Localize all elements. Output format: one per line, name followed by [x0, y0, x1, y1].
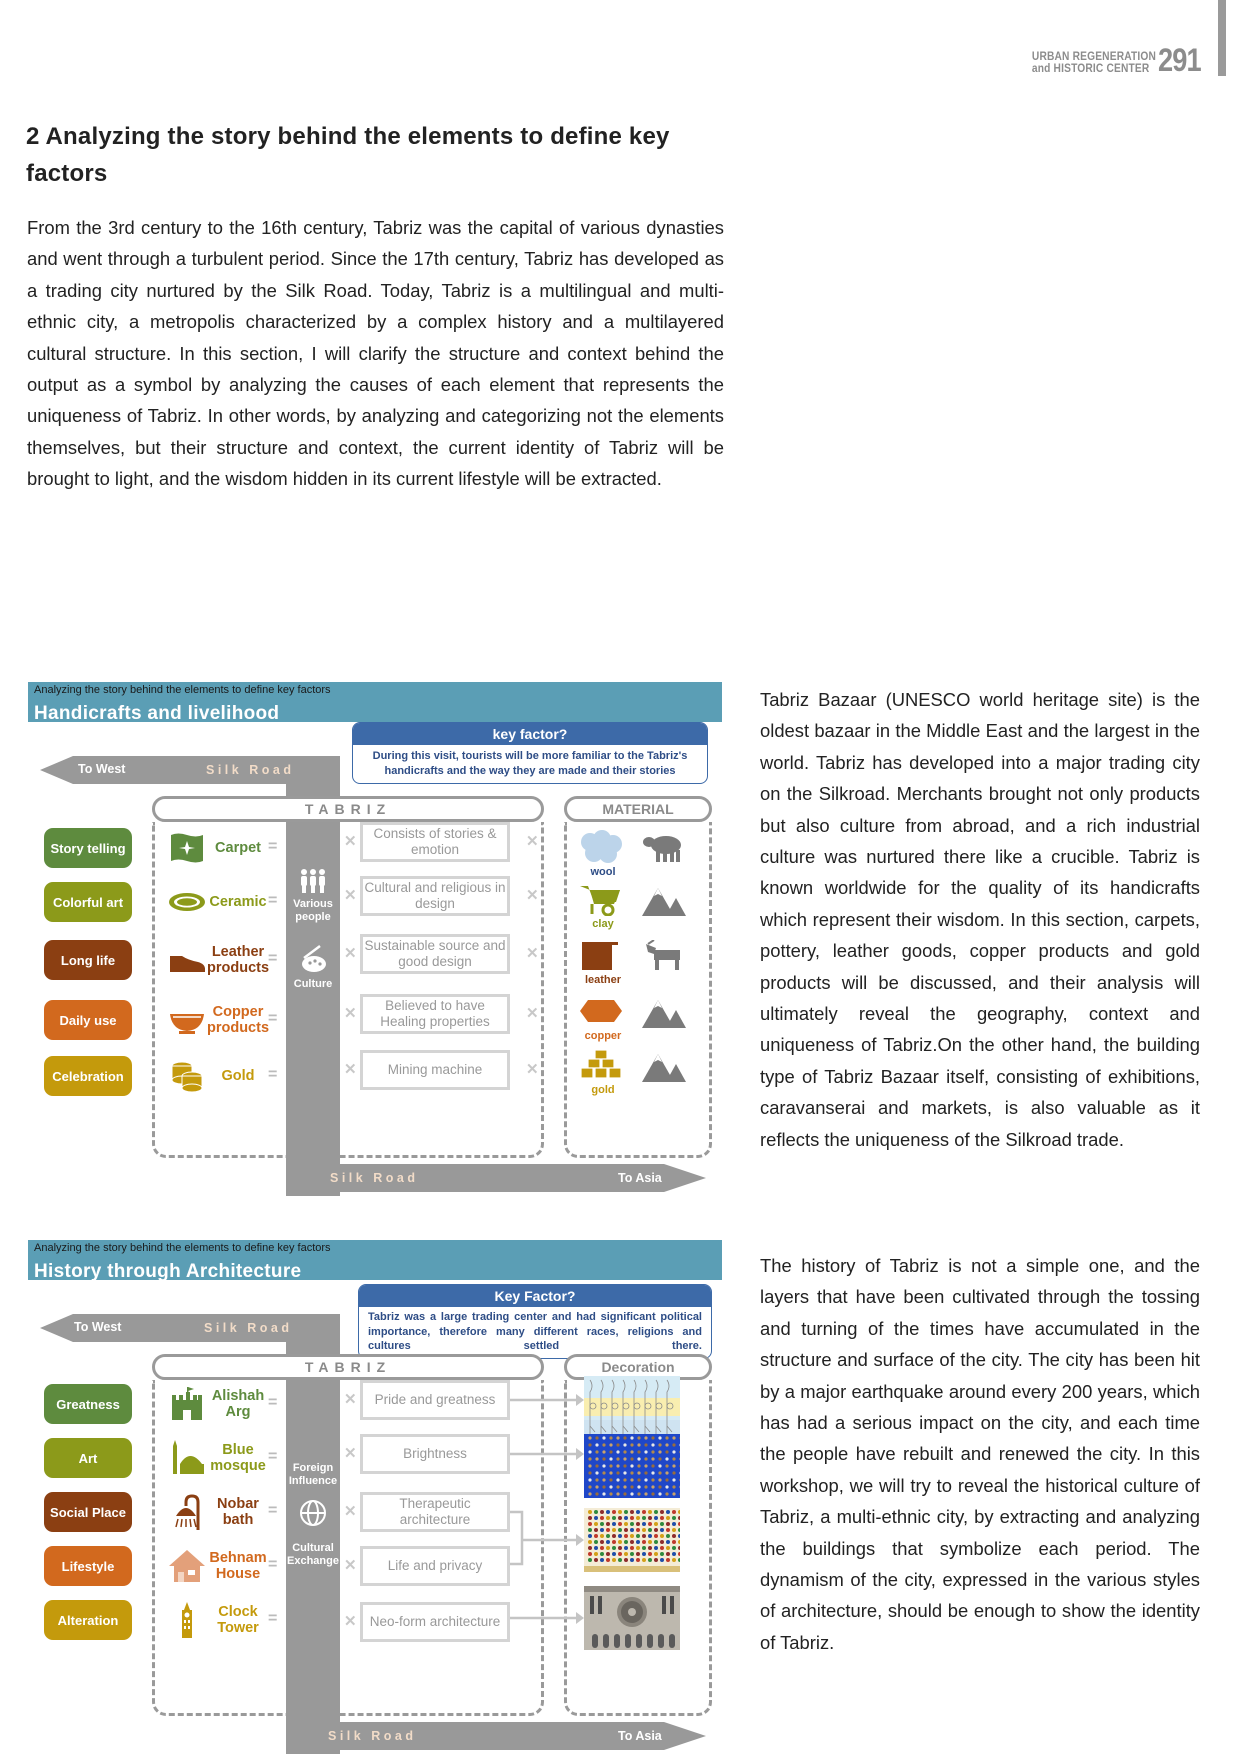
- various-people-text: Various people: [293, 898, 333, 923]
- diagram-banner: [28, 1240, 722, 1280]
- landmark-item: [164, 1382, 284, 1426]
- to-west-label: To West: [74, 1320, 122, 1334]
- material-name: clay: [592, 918, 614, 930]
- running-title: [1031, 50, 1155, 74]
- mountain-icon: [642, 884, 686, 916]
- handicraft-name: Copper products: [206, 1004, 270, 1036]
- handicraft-name: Gold: [221, 1068, 255, 1084]
- banner-subtitle: Analyzing the story behind the elements to define key factors: [34, 684, 331, 696]
- handicraft-name: Leather products: [207, 944, 270, 976]
- foreign-influence-text: Foreign Influence: [288, 1462, 338, 1487]
- to-asia-label: To Asia: [618, 1729, 662, 1743]
- coins-icon: [168, 1058, 206, 1094]
- mosque-icon: [168, 1440, 206, 1476]
- tile-pattern-image: [584, 1376, 680, 1440]
- multiply-icon: ✕: [344, 833, 357, 850]
- silk-road-label: Silk Road: [204, 1321, 293, 1335]
- multiply-icon: ✕: [344, 945, 357, 962]
- key-factor-box: [358, 1284, 712, 1359]
- equals-sign: =: [268, 1556, 278, 1573]
- to-asia-label: To Asia: [618, 1171, 662, 1185]
- equals-sign: =: [268, 1502, 278, 1519]
- tabriz-group-frame: [152, 822, 544, 1158]
- page-edge-bar: [1218, 0, 1226, 76]
- diagram-banner: [28, 682, 722, 722]
- key-factor-cell: Mining machine: [360, 1050, 510, 1090]
- handicraft-item: [164, 826, 284, 870]
- multiply-icon: ✕: [526, 833, 539, 850]
- equals-sign: =: [268, 1066, 278, 1083]
- to-west-label: To West: [78, 762, 126, 776]
- various-people-note: [286, 868, 340, 924]
- wheelbarrow-icon: [578, 882, 624, 916]
- equals-sign: =: [268, 1394, 278, 1411]
- silk-road-label-bottom: Silk Road: [330, 1171, 419, 1185]
- blue-mosaic-image: [584, 1434, 680, 1498]
- globe-icon: [298, 1498, 328, 1528]
- landmark-item: [164, 1598, 284, 1642]
- equals-sign: =: [268, 1010, 278, 1027]
- material-entry: [570, 828, 706, 880]
- floral-mosaic-image: [584, 1508, 680, 1572]
- material-entry: [570, 880, 706, 932]
- multiply-icon: ✕: [344, 1503, 357, 1520]
- key-factor-cell: Neo-form architecture: [360, 1602, 510, 1642]
- foreign-influence-note: [286, 1462, 340, 1568]
- multiply-icon: ✕: [344, 887, 357, 904]
- key-factor-cell: Believed to have Healing properties: [360, 994, 510, 1034]
- landmark-name: Alishah Arg: [211, 1388, 265, 1420]
- tabriz-label: TABRIZ: [152, 1354, 544, 1380]
- value-tag: Lifestyle: [44, 1546, 132, 1586]
- banner-title: Handicrafts and livelihood: [34, 703, 280, 722]
- goat-icon: [642, 940, 686, 972]
- culture-note: [286, 944, 340, 991]
- value-tag: Celebration: [44, 1056, 132, 1096]
- decoration-label: Decoration: [564, 1354, 712, 1380]
- multiply-icon: ✕: [526, 1061, 539, 1078]
- key-factor-cell: Consists of stories & emotion: [360, 822, 510, 862]
- history-paragraph: The history of Tabriz is not a simple one, and the layers that have been cultivated through the tossing and turning of the times have accumulated in the structure and surface of the city. The city has been hit by a major earthquake around every 200 years, which has had a serious impact on the city, and each time the people have rebuilt and renewed the city. In this workshop, we will try to reveal the historical culture of Tabriz, a multi-ethnic city, by extracting and analyzing the buildings that symbolize each period. The dynamism of the city, expressed in the various styles of architecture, should be enough to show the identity of Tabriz.: [760, 1255, 1200, 1653]
- multiply-icon: ✕: [526, 887, 539, 904]
- value-tag: Story telling: [44, 828, 132, 868]
- ceramic-plate-icon: [168, 884, 206, 920]
- equals-sign: =: [268, 1610, 278, 1627]
- key-factor-cell: Brightness: [360, 1434, 510, 1474]
- value-tag: Daily use: [44, 1000, 132, 1040]
- running-title-line2: and HISTORIC CENTER: [1031, 61, 1149, 75]
- culture-text: Culture: [293, 978, 333, 990]
- material-entry: [570, 936, 706, 988]
- multiply-icon: ✕: [344, 1445, 357, 1462]
- bazaar-paragraph: Tabriz Bazaar (UNESCO world heritage site) is the oldest bazaar in the Middle East and the largest in the world. Tabriz has developed into a major trading city on the Silkroad. Merchants brought not only products but also culture from abroad, and a rich industrial culture was nurtured there like a crucible. Tabriz is known worldwide for the quality of its handicrafts which represent their wisdom. In this section, carpets, pottery, leather goods, copper products and gold products will be discussed, and their analysis will ultimately reveal the geography, context and uniqueness of Tabriz.On the other hand, the building type of Tabriz Bazaar itself, consisting of exhibitions, caravanserai and markets, is also valuable as it reflects the uniqueness of the Silkroad trade.: [760, 689, 1200, 1150]
- material-name: gold: [591, 1084, 615, 1096]
- material-entry: [570, 1046, 706, 1098]
- handicraft-item: [164, 998, 284, 1042]
- value-tag: Social Place: [44, 1492, 132, 1532]
- material-name: wool: [590, 866, 616, 878]
- key-factor-text: During this visit, tourists will be more familiar to the Tabriz's handicrafts and the way they are made and their stories: [372, 750, 688, 777]
- landmark-item: [164, 1544, 284, 1588]
- material-name: leather: [584, 974, 622, 986]
- material-label: MATERIAL: [564, 796, 712, 822]
- leather-hide-icon: [578, 938, 624, 972]
- value-tag: Colorful art: [44, 882, 132, 922]
- section-heading: 2 Analyzing the story behind the elements to define key factors: [26, 123, 670, 187]
- carpet-icon: [168, 830, 206, 866]
- intro-paragraph: From the 3rd century to the 16th century, Tabriz was the capital of various dynasties and went through a turbulent period. Since the 17th century, Tabriz has developed as a trading city nurtured by the Silk Road. Today, Tabriz is a multilingual and multi-ethnic city, a metropolis characterized by a complex history and a multilayered cultural structure. In this section, I will clarify the structure and context behind the output as a symbol by analyzing the causes of each element that represents the uniqueness of Tabriz. In other words, by analyzing and categorizing not the elements themselves, but their structure and context, the current identity of Tabriz will be brought to light, and the wisdom hidden in its current lifestyle will be extracted.: [27, 217, 724, 490]
- mountain-icon: [642, 996, 686, 1028]
- handicraft-item: [164, 1054, 284, 1098]
- material-name: copper: [584, 1030, 622, 1042]
- value-tag: Long life: [44, 940, 132, 980]
- landmark-item: [164, 1436, 284, 1480]
- equals-sign: =: [268, 892, 278, 909]
- key-factor-cell: Pride and greatness: [360, 1380, 510, 1420]
- key-factor-box: [352, 722, 708, 784]
- tabriz-label: TABRIZ: [152, 796, 544, 822]
- banner-subtitle: Analyzing the story behind the elements to define key factors: [34, 1242, 331, 1254]
- multiply-icon: ✕: [344, 1061, 357, 1078]
- wool-cloud-icon: [578, 830, 624, 864]
- mountain-icon: [642, 1050, 686, 1082]
- clock-tower-icon: [168, 1602, 206, 1638]
- multiply-icon: ✕: [526, 1005, 539, 1022]
- landmark-name: Behnam House: [209, 1550, 267, 1582]
- running-head: [1010, 42, 1208, 78]
- value-tag: Alteration: [44, 1600, 132, 1640]
- copper-ingot-icon: [578, 994, 624, 1028]
- multiply-icon: ✕: [344, 1005, 357, 1022]
- silk-road-label-bottom: Silk Road: [328, 1729, 417, 1743]
- key-factor-cell: Cultural and religious in design: [360, 876, 510, 916]
- shower-icon: [168, 1494, 206, 1530]
- key-factor-cell: Life and privacy: [360, 1546, 510, 1586]
- equals-sign: =: [268, 1448, 278, 1465]
- landmark-name: Clock Tower: [217, 1604, 259, 1636]
- value-tag: Art: [44, 1438, 132, 1478]
- house-icon: [168, 1548, 206, 1584]
- multiply-icon: ✕: [344, 1613, 357, 1630]
- cultural-exchange-text: Cultural Exchange: [287, 1542, 339, 1567]
- multiply-icon: ✕: [344, 1391, 357, 1408]
- equals-sign: =: [268, 950, 278, 967]
- key-factor-title: Key Factor?: [359, 1285, 711, 1307]
- material-entry: [570, 992, 706, 1044]
- multiply-icon: ✕: [344, 1557, 357, 1574]
- handicraft-item: [164, 880, 284, 924]
- architecture-diagram: [28, 1240, 722, 1750]
- castle-icon: [168, 1386, 206, 1422]
- handicraft-name: Carpet: [215, 840, 261, 856]
- key-factor-cell: Therapeutic architecture: [360, 1492, 510, 1532]
- key-factor-title: key factor?: [353, 723, 707, 745]
- equals-sign: =: [268, 838, 278, 855]
- landmark-name: Blue mosque: [210, 1442, 266, 1474]
- bowl-icon: [168, 1002, 206, 1038]
- value-tag: Greatness: [44, 1384, 132, 1424]
- silk-road-label: Silk Road: [206, 763, 295, 777]
- shoe-icon: [168, 942, 206, 978]
- multiply-icon: ✕: [526, 945, 539, 962]
- running-title-line1: URBAN REGENERATION: [1031, 49, 1156, 63]
- key-factor-cell: Sustainable source and good design: [360, 934, 510, 974]
- sheep-icon: [642, 832, 686, 864]
- handicrafts-diagram: [28, 682, 722, 1192]
- landmark-item: [164, 1490, 284, 1534]
- people-icon: [298, 868, 328, 894]
- gold-bars-icon: [578, 1048, 624, 1082]
- key-factor-text: Tabriz was a large trading center and had significant political importance, therefore many different races, religions and cultures settled there.: [368, 1311, 702, 1352]
- paint-palette-icon: [298, 944, 328, 974]
- banner-title: History through Architecture: [34, 1261, 302, 1280]
- page-number: 291: [1157, 42, 1201, 78]
- cathedral-facade-image: [584, 1586, 680, 1650]
- handicraft-name: Ceramic: [209, 894, 267, 910]
- landmark-name: Nobar bath: [217, 1496, 259, 1528]
- handicraft-item: [164, 938, 284, 982]
